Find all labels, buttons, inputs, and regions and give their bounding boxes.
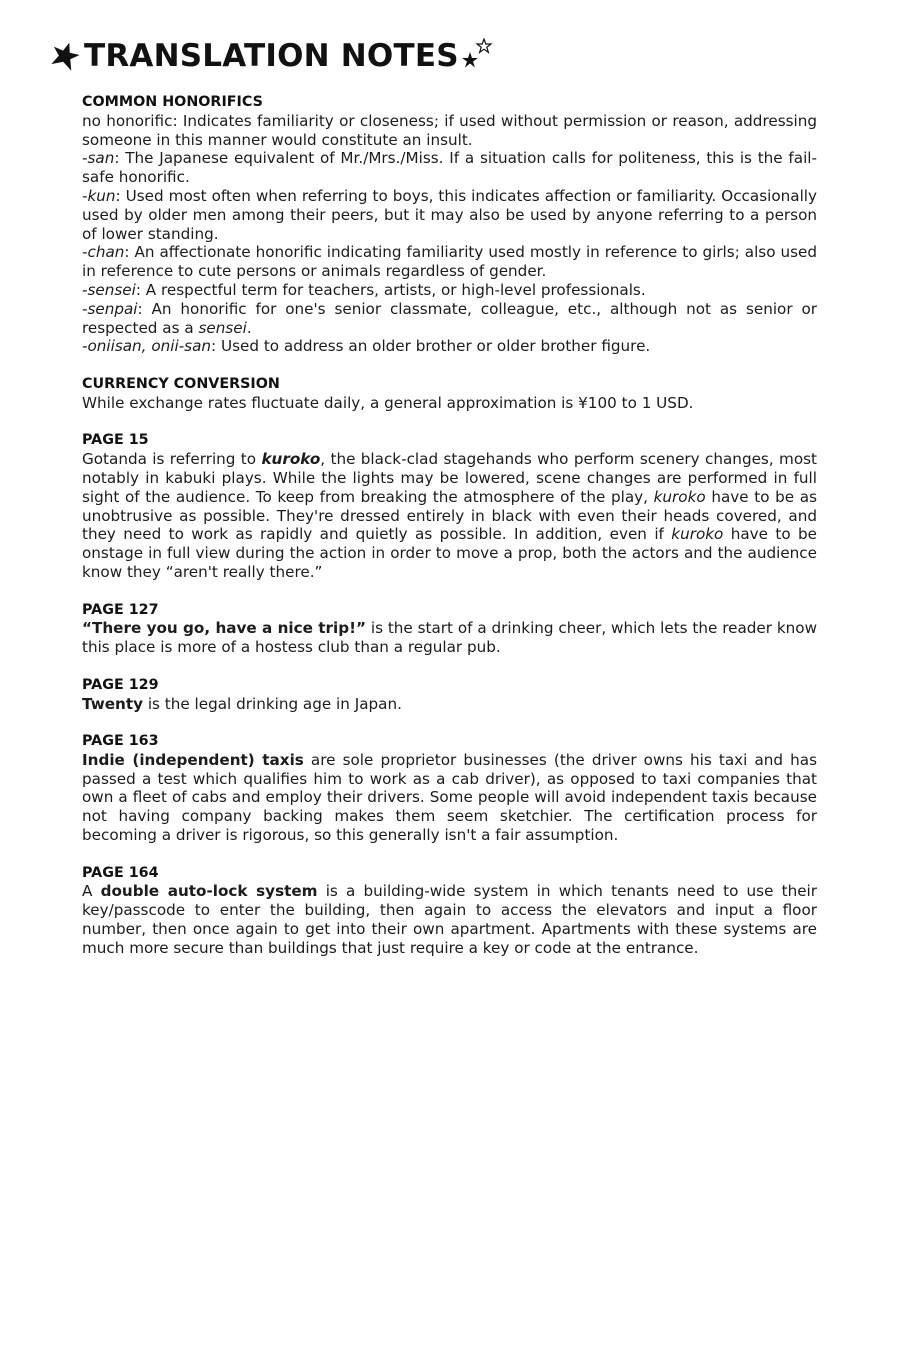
note-text	[82, 450, 817, 582]
note-text: While exchange rates fluctuate daily, a general approximation is ¥100 to 1 USD.	[82, 393, 694, 412]
honorific-description-tail: .	[246, 318, 252, 337]
notes-content	[82, 93, 817, 976]
section-heading: PAGE 15	[82, 432, 149, 449]
bold-term: Twenty	[82, 694, 143, 713]
honorific-entry	[82, 187, 817, 243]
bold-term: double auto-lock system	[100, 882, 318, 901]
note-text	[82, 619, 817, 657]
honorific-entry	[82, 243, 817, 281]
star-icon	[50, 41, 80, 71]
honorific-entry	[82, 112, 817, 150]
honorific-term: -oniisan, onii-san	[82, 337, 212, 356]
honorific-entry	[82, 300, 817, 338]
note-text	[82, 751, 817, 845]
note-text	[82, 695, 817, 714]
sparkle-stars-icon	[461, 38, 493, 70]
section-heading: PAGE 163	[82, 733, 159, 750]
honorific-term: -san	[82, 149, 115, 168]
honorific-description: : An affectionate honorific indicating familiarity used mostly in reference to girls; also used in reference to cute persons or animals regardless of gender.	[82, 243, 817, 281]
text-run: A	[82, 882, 101, 901]
italic-term: kuroko	[653, 487, 706, 506]
text-run: have to be as unobtrusive as possible. They're dressed entirely in black with even their heads covered, and they need to work as rapidly and quietly as possible. In addition, even if	[82, 487, 817, 544]
honorific-entry	[82, 149, 817, 187]
section-page-129	[82, 676, 817, 714]
section-page-164	[82, 864, 817, 958]
honorific-entry	[82, 337, 817, 356]
text-run: is a building-wide system in which tenants need to use their key/passcode to enter the building, then again to access the elevators and input a floor number, then once again to get into their own apartment. Apartments with these systems are much more secure than buildings that just require a key or code at the entrance.	[82, 882, 818, 957]
text-run: , the black-clad stagehands who perform scenery changes, most notably in kabuki plays. While the lights may be lowered, scene changes are performed in full sight of the audience. To keep from breaking the atmosphere of the play,	[82, 450, 817, 506]
text-run: are sole proprietor businesses (the driver owns his taxi and has passed a test which qualifies him to work as a cab driver), as opposed to taxi companies that own a fleet of cabs and employ their drivers. Some people will avoid independent taxis because not having company backing makes them seem sketchier. The certification process for becoming a driver is rigorous, so this generally isn't a fair assumption.	[82, 750, 817, 845]
section-heading: PAGE 127	[82, 601, 159, 618]
section-page-127	[82, 601, 817, 657]
section-heading: CURRENCY CONVERSION	[82, 375, 280, 392]
honorific-description: : Used most often when referring to boys, this indicates affection or familiarity. Occasionally used by older men among their peers, but it may also be used by anyone referring to a person of lower standing.	[82, 186, 817, 243]
italic-term: kuroko	[671, 525, 724, 544]
bold-italic-term: kuroko	[261, 450, 321, 469]
section-currency	[82, 375, 817, 413]
bold-term: Indie (independent) taxis	[82, 750, 304, 769]
page-title: TRANSLATION NOTES	[84, 38, 459, 74]
page-header	[50, 36, 493, 76]
section-heading: PAGE 129	[82, 676, 159, 693]
bold-term: “There you go, have a nice trip!”	[82, 619, 366, 638]
honorific-description: : A respectful term for teachers, artists, or high-level professionals.	[135, 280, 646, 299]
honorific-entry	[82, 281, 817, 300]
honorific-description: : An honorific for one's senior classmate, colleague, etc., although not as senior or respected as a	[82, 299, 817, 337]
honorific-term: no honorific	[82, 111, 173, 130]
section-page-15	[82, 431, 817, 581]
honorific-term: -kun	[82, 186, 116, 205]
section-page-163	[82, 732, 817, 845]
text-run: is the start of a drinking cheer, which lets the reader know this place is more of a hostess club than a regular pub.	[82, 619, 817, 657]
honorific-term: -sensei	[82, 280, 136, 299]
italic-term: sensei	[198, 318, 247, 337]
section-heading: COMMON HONORIFICS	[82, 94, 263, 110]
section-honorifics	[82, 93, 817, 356]
honorific-description: : The Japanese equivalent of Mr./Mrs./Miss. If a situation calls for politeness, this is the fail-safe honorific.	[82, 149, 817, 187]
text-run: is the legal drinking age in Japan.	[143, 694, 402, 713]
note-text	[82, 882, 817, 957]
section-heading: PAGE 164	[82, 864, 159, 881]
honorific-description: : Indicates familiarity or closeness; if used without permission or reason, addressing someone in this manner would constitute an insult.	[82, 111, 818, 149]
honorific-term: -senpai	[82, 299, 138, 318]
text-run: have to be onstage in full view during the action in order to move a prop, both the actors and the audience know they “aren't really there.”	[82, 525, 817, 581]
text-run: Gotanda is referring to	[82, 450, 262, 469]
honorific-description: : Used to address an older brother or older brother figure.	[211, 337, 651, 356]
honorific-term: -chan	[82, 243, 125, 262]
